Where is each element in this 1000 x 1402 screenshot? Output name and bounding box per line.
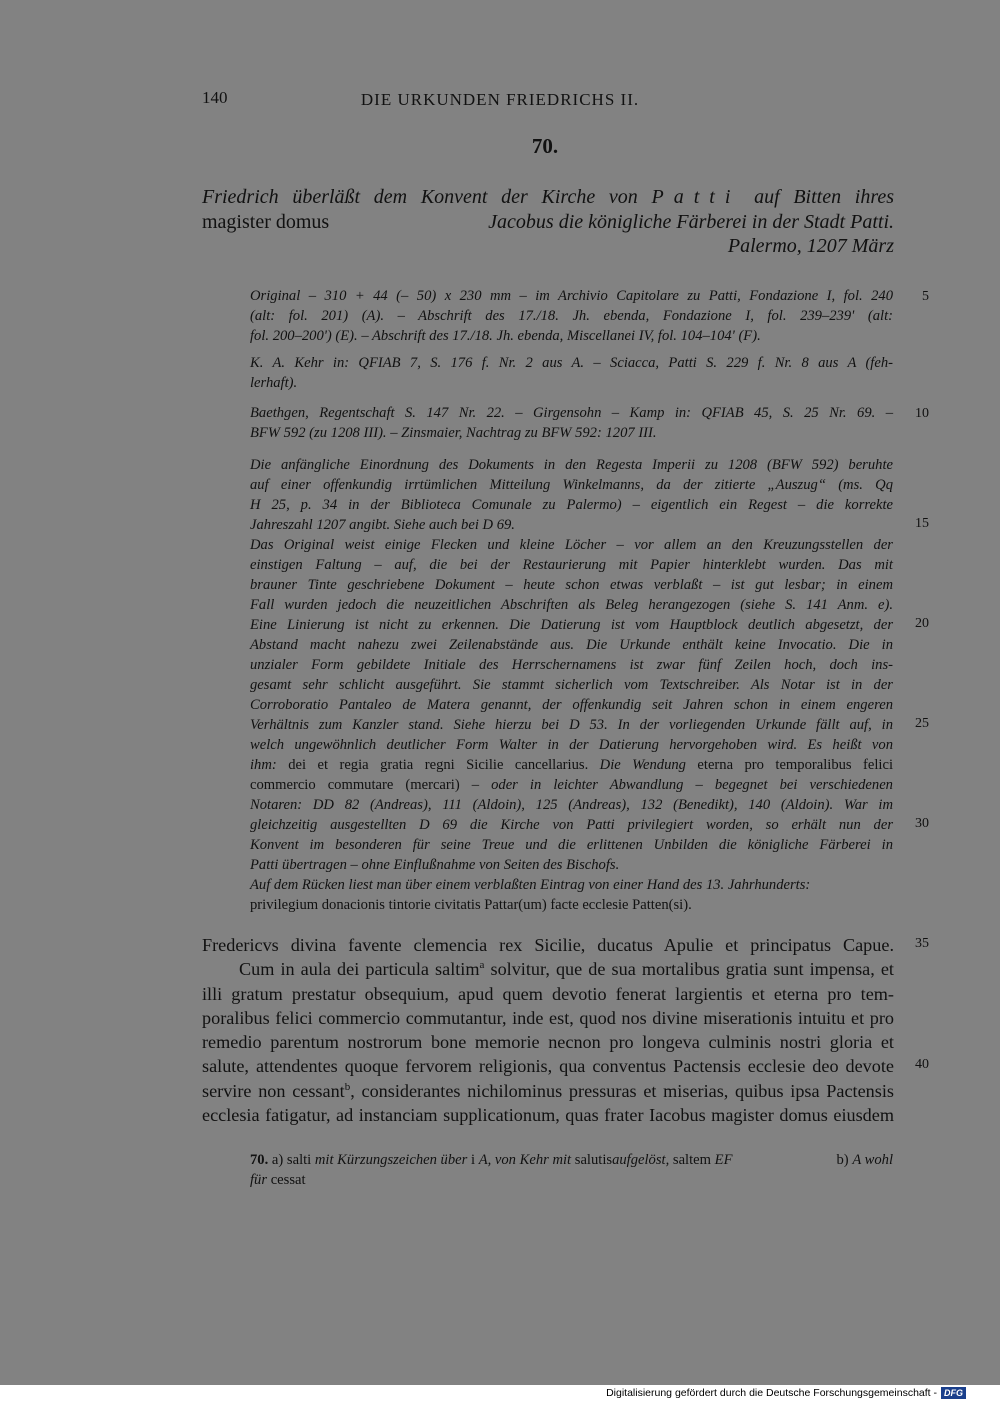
text-span: , considerantes nichilominus pressuras et miserias, quibus ipsa Pactensis (350, 1080, 894, 1101)
place-date: Palermo, 1207 März (727, 235, 894, 257)
fn-roman: saltem (672, 1152, 711, 1168)
apparatus-editions (250, 353, 893, 393)
apparatus-sources (250, 286, 893, 346)
fn-roman: cessat (270, 1172, 306, 1188)
apparatus-line: (alt: fol. 201) (A). – Abschrift des 17./18. Jh. ebenda, Fondazione I, fol. 239–239' (alt: (250, 308, 893, 324)
text-line: remedio parentum nostrorum bone memorie necnon pro longeva culminis nostri gloria et (202, 1032, 894, 1053)
fn-italic: mit Kürzungszeichen über (314, 1152, 468, 1168)
apparatus-line: BFW 592 (zu 1208 III). – Zinsmaier, Nachtrag zu BFW 592: 1207 III. (250, 425, 657, 441)
apparatus-line: Auf dem Rücken liest man über einem verblaßten Eintrag von einer Hand des 13. Jahrhunderts: (250, 877, 811, 893)
apparatus-text: Die Wendung (599, 757, 686, 773)
apparatus-line (250, 775, 893, 795)
regest-text: Friedrich überläßt dem Konvent der Kirche von (202, 186, 638, 208)
apparatus-line: Fall wurden jedoch die neuzeitlichen Abschriften als Beleg herangezogen (siehe S. 141 Anm. e). (250, 597, 893, 613)
footnote-marker: b (344, 1080, 351, 1093)
running-title: DIE URKUNDEN FRIEDRICHS II. (360, 90, 640, 109)
footer (606, 1387, 966, 1399)
apparatus-line: Patti übertragen – ohne Einflußnahme von Seiten des Bischofs. (250, 857, 620, 873)
regest-text: auf Bitten ihres (754, 186, 895, 208)
apparatus-line: Jahreszahl 1207 angibt. Siehe auch bei D 69. (250, 517, 515, 533)
text-line (202, 1079, 894, 1103)
regest (202, 185, 894, 235)
apparatus-line: Baethgen, Regentschaft S. 147 Nr. 22. – Girgensohn – Kamp in: QFIAB 45, S. 25 Nr. 69. – (250, 405, 893, 421)
apparatus-line: unzialer Form gebildete Initiale des Herrschernamens ist zwar fünf Zeilen hoch, doch ins- (250, 657, 893, 673)
dfg-logo: DFG (941, 1387, 966, 1399)
fn-italic: EF (714, 1152, 733, 1168)
apparatus-line: Konvent im besonderen für seine Treue und die erlittenen Unbilden die königliche Färberei in (250, 837, 893, 853)
footnote-label: a) (271, 1152, 284, 1168)
apparatus-line: Die anfängliche Einordnung des Dokuments in den Regesta Imperii zu 1208 (BFW 592) beruhte (250, 457, 893, 473)
apparatus-regests (250, 403, 893, 443)
regest-place-spaced: Patti (651, 186, 741, 208)
fn-italic: für (250, 1172, 268, 1188)
line-number: 40 (915, 1057, 929, 1072)
apparatus-commentary (250, 455, 893, 915)
line-number: 25 (915, 716, 929, 731)
footnote-number: 70. (250, 1152, 269, 1168)
line-number: 10 (915, 406, 929, 421)
apparatus-line: Corroboratio Pantaleo de Matera genannt, der offenkundig seit Jahren schon in einem engeren (250, 697, 893, 713)
text-span: Cum in aula dei particula saltim (239, 959, 480, 980)
apparatus-line: Abstand macht nahezu zwei Zeilenabstände aus. Die Urkunde enthält keine Invocatio. Die in (250, 637, 893, 653)
document-number: 70. (531, 134, 559, 158)
regest-roman-term: magister domus (202, 211, 330, 233)
apparatus-line: Notaren: DD 82 (Andreas), 111 (Aldoin), 125 (Andreas), 132 (Benedikt), 140 (Aldoin). War im (250, 797, 893, 813)
apparatus-line: privilegium donacionis tintorie civitatis Pattar(um) facte ecclesie Patten(si). (250, 897, 692, 913)
text-line: illi gratum prestatur obsequium, apud quem devotio fenerat largientis et eterna pro tem- (202, 983, 894, 1004)
line-number: 5 (922, 289, 929, 304)
fn-roman: salti (286, 1152, 312, 1168)
apparatus-line: Das Original weist einige Flecken und kleine Löcher – vor allem an den Kreuzungsstellen der (250, 537, 893, 553)
apparatus-line: brauner Tinte geschriebene Dokument – heute schon etwas verblaßt – ist gut lesbar; in einem (250, 577, 893, 593)
line-number: 20 (915, 616, 929, 631)
quoted-latin: dei et regia gratia regni Sicilie cancellarius. (288, 757, 589, 773)
footnotes (250, 1150, 893, 1190)
apparatus-line: gesamt sehr schlicht ausgeführt. Sie stammt sicherlich vom Textschreiber. Als Notar ist in der (250, 677, 893, 693)
footnote-line (250, 1150, 893, 1170)
fn-italic: A wohl (852, 1152, 893, 1168)
regest-line-1 (202, 185, 894, 210)
fn-italic: A, von Kehr mit (478, 1152, 572, 1168)
footnote-b (836, 1150, 893, 1170)
line-number: 35 (915, 936, 929, 951)
apparatus-line: K. A. Kehr in: QFIAB 7, S. 176 f. Nr. 2 aus A. – Sciacca, Patti S. 229 f. Nr. 8 aus A (feh- (250, 355, 893, 371)
apparatus-line (250, 755, 893, 775)
text-line: Fredericvs divina favente clemencia rex Sicilie, ducatus Apulie et principatus Capue. (202, 935, 894, 955)
apparatus-text: ihm: (250, 757, 277, 773)
text-span: servire non cessant (202, 1080, 345, 1101)
fn-roman: salutis (574, 1152, 613, 1168)
text-span: solvitur, que de sua mortalibus gratia sunt impensa, et (484, 959, 894, 980)
text-line: poralibus felici commercio commutantur, inde est, quod nos divine miserationis intuitu et pro (202, 1007, 894, 1028)
text-line (202, 957, 894, 981)
footnote-a (250, 1150, 733, 1170)
footnote-line (250, 1170, 893, 1190)
fn-roman: i (470, 1152, 476, 1168)
quoted-latin: eterna pro temporalibus felici (697, 757, 894, 773)
text-line: salute, attendentes quoque fervorem religionis, qua conventus Pactensis ecclesie deo devote (202, 1056, 894, 1077)
apparatus-line: Original – 310 + 44 (– 50) x 230 mm – im Archivio Capitolare zu Patti, Fondazione I, fol. 240 (250, 288, 893, 304)
apparatus-text: – oder in leichter Abwandlung – begegnet bei verschiedenen (471, 777, 893, 793)
footnote-marker: a (479, 959, 485, 972)
line-number: 15 (915, 516, 929, 531)
footer-text: Digitalisierung gefördert durch die Deutsche Forschungsgemeinschaft - (606, 1387, 937, 1399)
charter-text (202, 933, 894, 1127)
regest-text: Jacobus die königliche Färberei in der Stadt Patti. (488, 211, 894, 233)
apparatus-line: auf einer offenkundig irrtümlichen Mitteilung Winkelmanns, da der zitierte „Auszug“ (ms. Qq (250, 477, 893, 493)
apparatus-line: gleichzeitig ausgestellten D 69 die Kirche von Patti privilegiert worden, so erhält nun der (250, 817, 893, 833)
apparatus-line: welch ungewöhnlich deutlicher Form Walter in der Datierung hervorgehoben wird. Es heißt von (250, 737, 893, 753)
apparatus-line: Eine Linierung ist nicht zu erkennen. Die Datierung ist vom Hauptblock deutlich abgesetzt, der (250, 617, 893, 633)
line-number: 30 (915, 816, 929, 831)
text-line: ecclesia fatigatur, ad instanciam supplicationum, quas frater Iacobus magister domus eiusdem (202, 1105, 894, 1126)
fn-italic: aufgelöst, (612, 1152, 670, 1168)
footnote-label: b) (836, 1152, 849, 1168)
apparatus-line: Verhältnis zum Kanzler stand. Siehe hierzu bei D 53. In der vorliegenden Urkunde fällt auf, in (250, 717, 893, 733)
apparatus-line: einstigen Faltung – auf, die bei der Restaurierung mit Papier hinterklebt wurden. Das mit (250, 557, 893, 573)
apparatus-line: fol. 200–200') (E). – Abschrift des 17./18. Jh. ebenda, Miscellanei IV, fol. 104–104' (F). (250, 328, 761, 344)
regest-line-2 (202, 210, 894, 235)
apparatus-line: lerhaft). (250, 375, 298, 391)
page-number: 140 (202, 88, 228, 107)
apparatus-line: H 25, p. 34 in der Biblioteca Comunale zu Palermo) – eigentlich ein Regest – die korrekte (250, 497, 893, 513)
quoted-latin: commercio commutare (mercari) (250, 777, 460, 793)
